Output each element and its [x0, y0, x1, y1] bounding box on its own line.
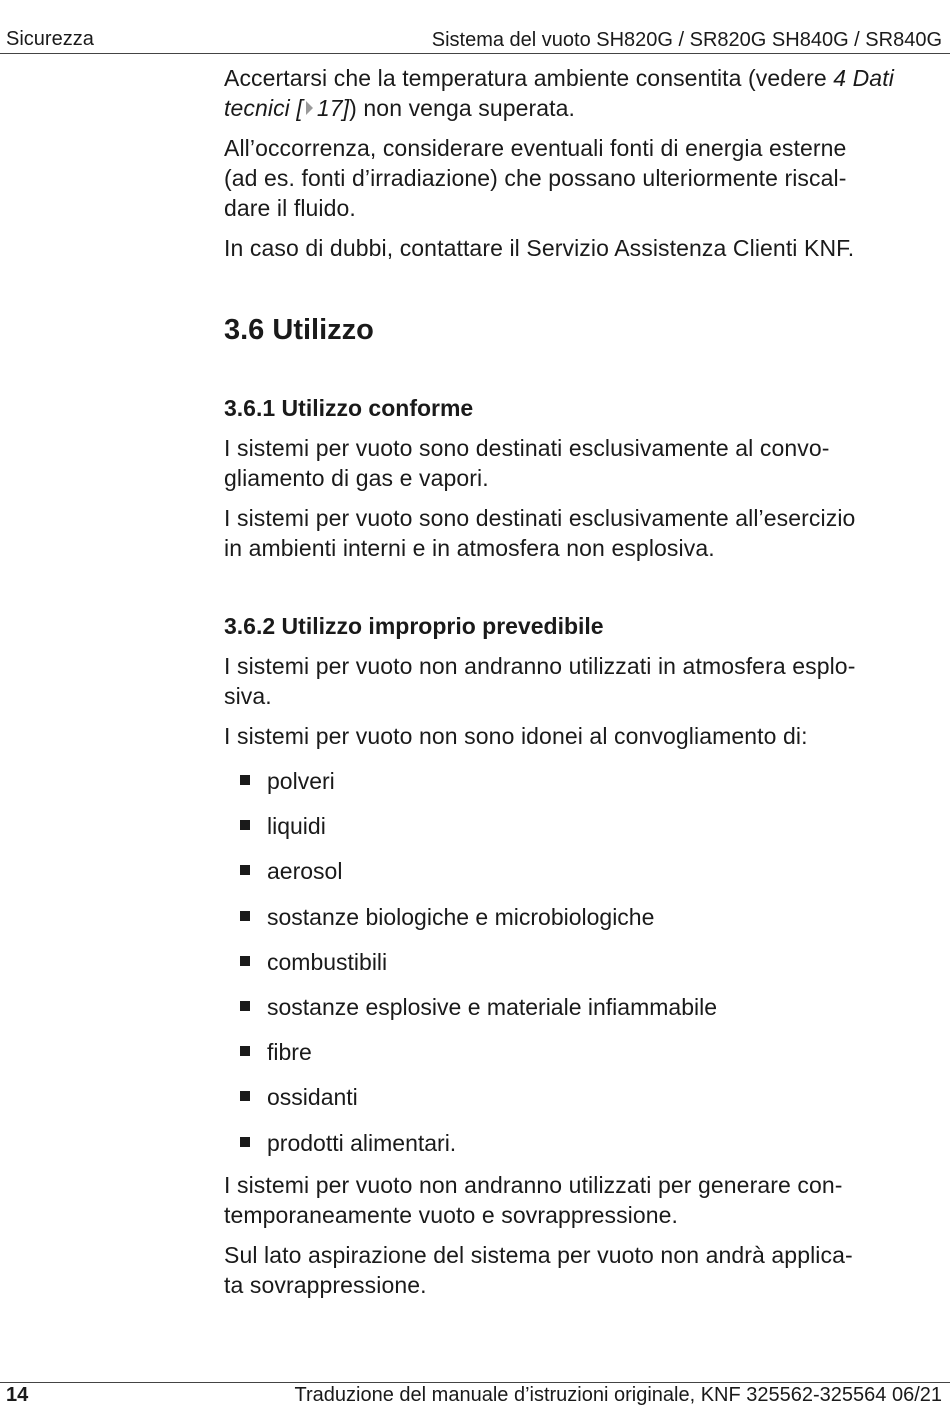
page-arrow-icon	[306, 101, 313, 115]
section-title-3-6: 3.6 Utilizzo	[224, 314, 374, 346]
intro-paragraph-contact: In caso di dubbi, contattare il Servizio Assistenza Clienti KNF.	[224, 235, 855, 261]
line: All’occorrenza, considerare eventuali fonti di energia esterne	[224, 135, 847, 161]
list-item	[224, 1037, 924, 1067]
list-item-label: polveri	[267, 768, 335, 794]
list-item-label: ossidanti	[267, 1084, 358, 1111]
line: Sul lato aspirazione del sistema per vuoto non andrà applica-	[224, 1241, 853, 1268]
line: gliamento di gas e vapori.	[224, 465, 489, 491]
line: I sistemi per vuoto sono destinati esclusivamente al convo-	[224, 435, 830, 461]
square-bullet-icon	[240, 911, 250, 921]
footer-document-info: Traduzione del manuale d’istruzioni originale, KNF 325562-325564 06/21	[294, 1384, 942, 1406]
paragraph-intended-use-environment	[224, 503, 924, 563]
line: siva.	[224, 683, 272, 709]
list-item	[224, 992, 924, 1022]
intro-text-after-ref: ) non venga superata.	[349, 95, 576, 121]
list-item-label: fibre	[267, 1039, 312, 1066]
list-item	[224, 1128, 924, 1158]
footer-divider	[0, 1382, 950, 1383]
square-bullet-icon	[240, 820, 250, 830]
unsuitable-media-list	[224, 766, 924, 1158]
main-content	[224, 60, 924, 1300]
line: dare il fluido.	[224, 195, 356, 221]
list-item-label: aerosol	[267, 858, 343, 885]
line: I sistemi per vuoto sono destinati esclusivamente all’esercizio	[224, 505, 856, 531]
square-bullet-icon	[240, 775, 250, 785]
list-item	[224, 856, 924, 886]
list-item	[224, 766, 924, 796]
subsection-title-3-6-1: 3.6.1 Utilizzo conforme	[224, 395, 474, 421]
list-item-label: liquidi	[267, 813, 326, 840]
list-item	[224, 947, 924, 977]
intro-text-before-ref: Accertarsi che la temperatura ambiente consentita (vedere	[224, 65, 834, 91]
list-item	[224, 811, 924, 841]
line: ta sovrappressione.	[224, 1271, 427, 1298]
square-bullet-icon	[240, 1137, 250, 1147]
line: in ambienti interni e in atmosfera non esplosiva.	[224, 535, 715, 561]
square-bullet-icon	[240, 865, 250, 875]
intro-paragraph-temperature	[224, 63, 924, 123]
list-item-label: sostanze biologiche e microbiologiche	[267, 903, 655, 930]
cross-reference-page: 17]	[316, 95, 350, 121]
list-item	[224, 902, 924, 932]
line: temporaneamente vuoto e sovrappressione.	[224, 1201, 679, 1228]
subsection-title-3-6-2: 3.6.2 Utilizzo improprio prevedibile	[224, 613, 604, 639]
list-item-label: prodotti alimentari.	[267, 1129, 457, 1156]
line: (ad es. fonti d’irradiazione) che possano ulteriormente riscal-	[224, 165, 847, 191]
line: I sistemi per vuoto non andranno utilizzati in atmosfera esplo-	[224, 653, 856, 679]
header-product-title: Sistema del vuoto SH820G / SR820G SH840G / SR840G	[431, 29, 942, 51]
list-item-label: sostanze esplosive e materiale infiammabile	[267, 993, 717, 1020]
list-item	[224, 1082, 924, 1112]
page-header	[0, 0, 950, 52]
intro-paragraph-energy-sources	[224, 133, 924, 223]
paragraph-no-overpressure-suction-side	[224, 1240, 924, 1300]
cross-reference-title: 4 Dati tecnici [	[224, 65, 894, 121]
line: I sistemi per vuoto non andranno utilizzati per generare con-	[224, 1171, 843, 1198]
square-bullet-icon	[240, 1001, 250, 1011]
header-divider	[0, 53, 950, 54]
header-section-name: Sicurezza	[6, 28, 94, 50]
page-number: 14	[6, 1384, 29, 1406]
paragraph-intended-use-gases	[224, 433, 924, 493]
square-bullet-icon	[240, 1091, 250, 1101]
square-bullet-icon	[240, 1046, 250, 1056]
paragraph-misuse-explosive	[224, 651, 924, 711]
paragraph-not-suitable-for: I sistemi per vuoto non sono idonei al convogliamento di:	[224, 723, 808, 749]
list-item-label: combustibili	[267, 948, 388, 975]
square-bullet-icon	[240, 956, 250, 966]
page-footer	[0, 1382, 950, 1407]
paragraph-no-simultaneous-vacuum-pressure	[224, 1170, 924, 1230]
